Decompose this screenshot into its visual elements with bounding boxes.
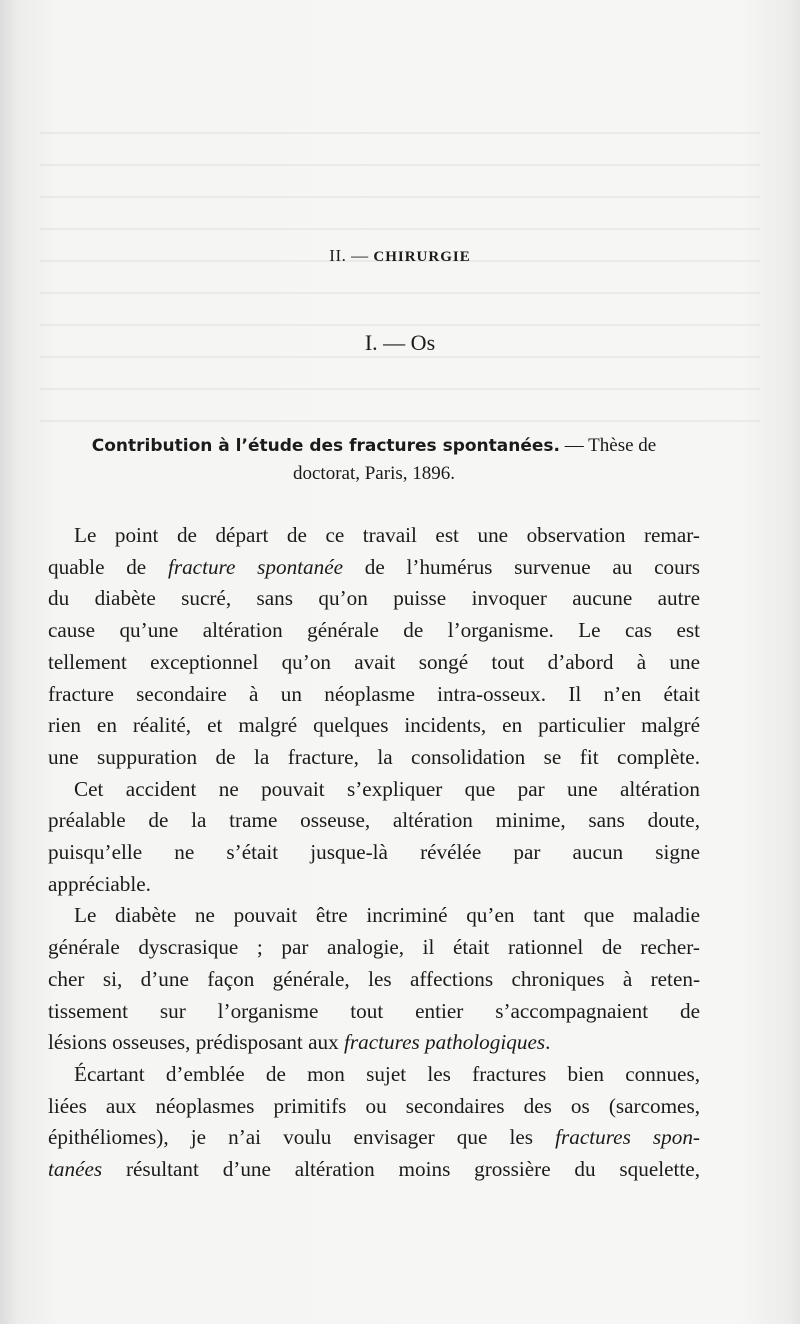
text-line: rien en réalité, et malgré quelques incidents, en particulier malgré — [48, 713, 700, 738]
text-run: lésions osseuses, prédisposant aux — [48, 1030, 345, 1055]
text-line: tellement exceptionnel qu’on avait songé tout d’abord à une — [48, 649, 700, 674]
text-run: quable de — [48, 554, 168, 579]
text-line: appréciable. — [48, 871, 151, 896]
body-text — [48, 520, 700, 1186]
article-meta-1: Thèse de — [588, 435, 657, 456]
text-line: Écartant d’emblée de mon sujet les fractures bien connues, — [74, 1061, 700, 1086]
text-run: résultant d’une altération moins grossière du squelette, — [102, 1157, 700, 1182]
article-title: Contribution à l’étude des fractures spontanées. — [91, 436, 560, 456]
text-line: Le point de départ de ce travail est une observation remar- — [74, 523, 700, 547]
text-run: . — [545, 1030, 551, 1055]
section-title — [0, 246, 800, 266]
text-line: Le diabète ne pouvait être incriminé qu’en tant que maladie — [74, 903, 700, 928]
text-line: puisqu’elle ne s’était jusque-là révélée par aucun signe — [48, 840, 700, 865]
text-line — [48, 1122, 700, 1154]
article-meta-2: doctorat, Paris, 1896. — [292, 463, 455, 484]
text-line: générale dyscrasique ; par analogie, il était rationnel de recher- — [48, 935, 700, 960]
subsection-title: I. — Os — [364, 330, 436, 355]
text-line: Cet accident ne pouvait s’expliquer que par une altération — [74, 776, 700, 801]
italic-run: fractures spon- — [555, 1125, 700, 1150]
text-line: fracture secondaire à un néoplasme intra-osseux. Il n’en était — [48, 681, 700, 706]
text-line: tissement sur l’organisme tout entier s’accompagnaient de — [48, 998, 700, 1023]
text-line: une suppuration de la fracture, la consolidation se fit complète. — [48, 744, 700, 769]
text-line — [48, 552, 700, 584]
section-name: CHIRURGIE — [373, 249, 471, 265]
section-number: II. — — [329, 246, 369, 265]
text-run: de l’humérus survenue au cours — [343, 554, 700, 579]
text-line: cher si, d’une façon générale, les affections chroniques à reten- — [48, 966, 700, 991]
bleed-through-texture — [40, 110, 760, 430]
text-line: du diabète sucré, sans qu’on puisse invoquer aucune autre — [48, 586, 700, 611]
article-dash: — — [564, 435, 584, 456]
italic-run: tanées — [48, 1157, 103, 1182]
text-line — [48, 1154, 700, 1186]
article-heading — [48, 432, 700, 488]
text-line — [48, 1027, 700, 1059]
italic-run: fracture spontanée — [167, 554, 344, 579]
text-line: cause qu’une altération générale de l’organisme. Le cas est — [48, 618, 700, 643]
text-line: liées aux néoplasmes primitifs ou secondaires des os (sarcomes, — [48, 1093, 700, 1118]
italic-run: fractures pathologiques — [344, 1030, 546, 1055]
text-run: épithéliomes), je n’ai voulu envisager que les — [48, 1125, 556, 1150]
text-line: préalable de la trame osseuse, altération minime, sans doute, — [48, 808, 700, 833]
